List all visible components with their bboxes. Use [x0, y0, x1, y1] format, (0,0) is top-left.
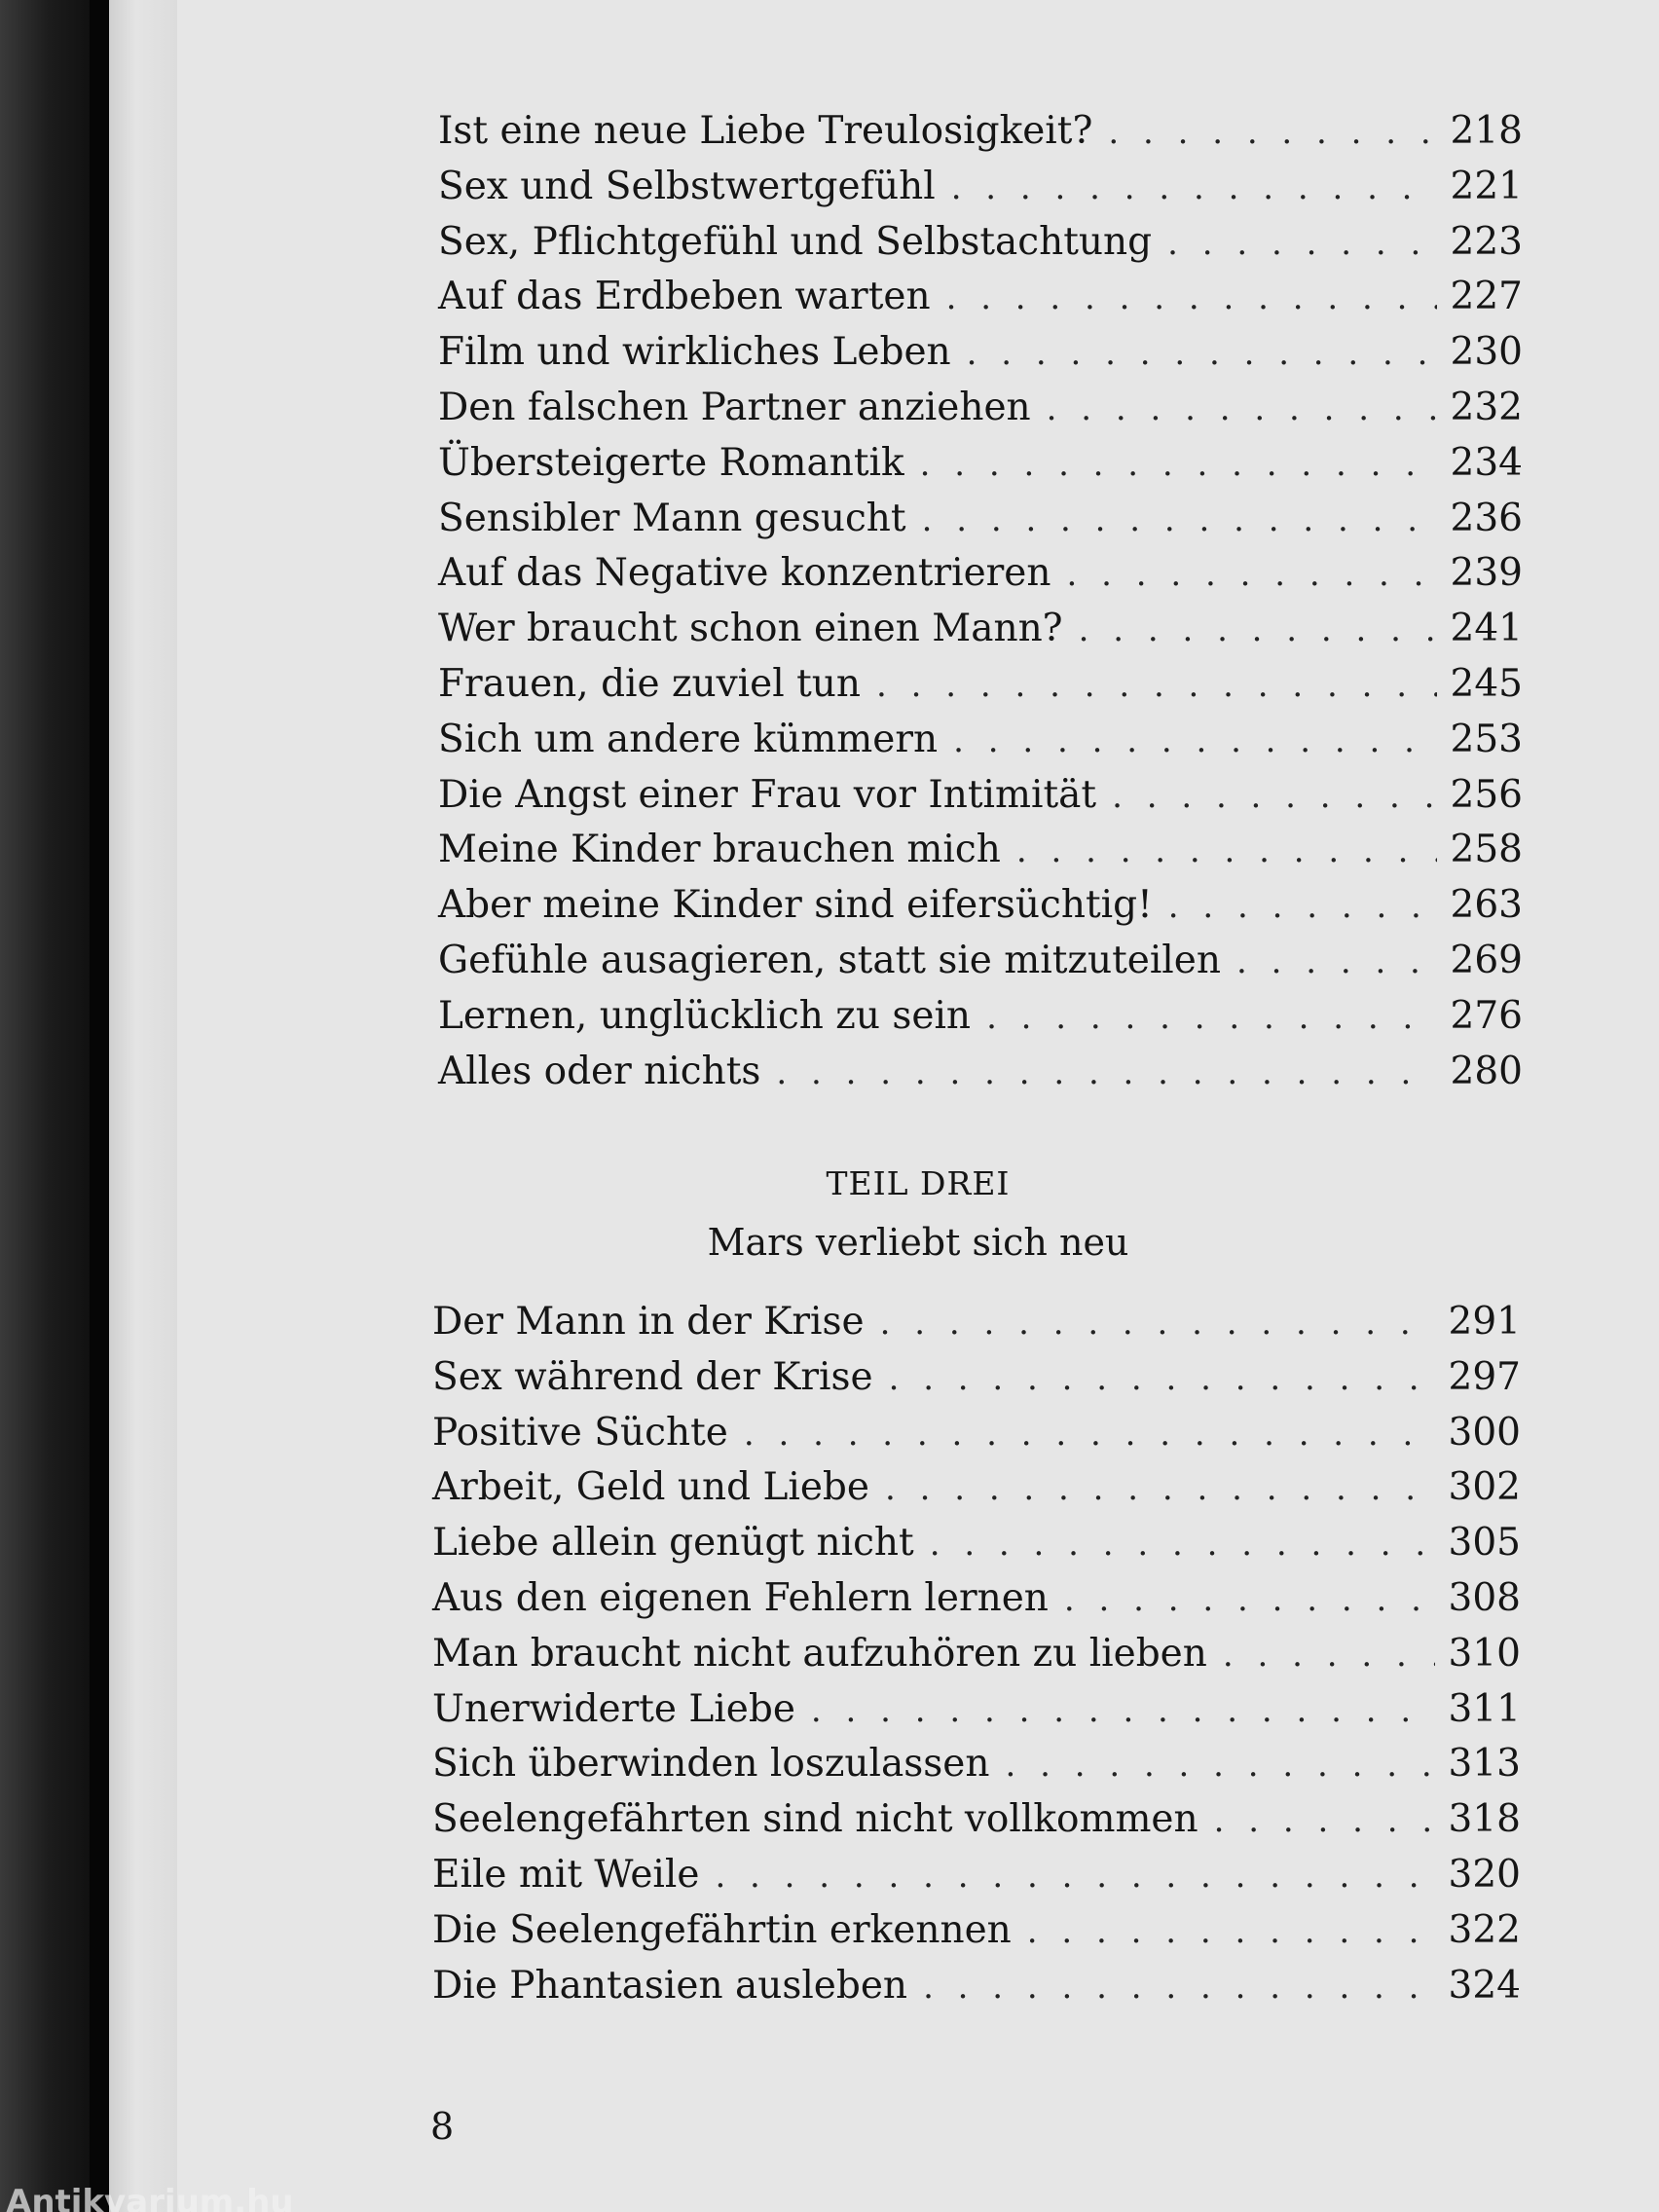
toc-entry-page: 218	[1450, 109, 1523, 153]
toc-entry-title: Arbeit, Geld und Liebe	[432, 1465, 869, 1510]
toc-entry-title: Meine Kinder brauchen mich	[438, 828, 1001, 872]
toc-entry	[432, 1300, 1521, 1344]
toc-entry-page: 311	[1448, 1686, 1521, 1731]
toc-entry-page: 232	[1450, 386, 1523, 429]
toc-entry-title: Die Phantasien ausleben	[432, 1963, 908, 2008]
toc-dot-leader	[776, 1053, 1436, 1092]
toc-entry	[438, 165, 1523, 208]
toc-dot-leader	[1167, 224, 1436, 263]
toc-entry	[438, 1050, 1523, 1093]
toc-entry	[432, 1465, 1521, 1509]
toc-entry-title: Ist eine neue Liebe Treulosigkeit?	[438, 109, 1093, 153]
toc-entry	[438, 994, 1523, 1038]
toc-entry-page: 269	[1450, 939, 1523, 982]
toc-dot-leader	[922, 500, 1437, 539]
toc-entry-title: Liebe allein genügt nicht	[432, 1521, 914, 1566]
toc-entry-title: Man braucht nicht aufzuhören zu lieben	[432, 1631, 1207, 1676]
toc-entry	[438, 441, 1523, 485]
toc-dot-leader	[1064, 1580, 1435, 1619]
toc-entry-title: Alles oder nichts	[438, 1049, 761, 1093]
toc-entry-title: Sex und Selbstwertgefühl	[438, 164, 936, 208]
toc-dot-leader	[1047, 389, 1437, 428]
toc-dot-leader	[1016, 831, 1437, 870]
toc-dot-leader	[1067, 555, 1437, 594]
toc-entry	[438, 275, 1523, 318]
toc-entry-title: Seelengefährten sind nicht vollkommen	[432, 1797, 1198, 1842]
toc-entry	[432, 1964, 1521, 2008]
toc-entry-title: Wer braucht schon einen Mann?	[438, 607, 1063, 651]
toc-entry-title: Die Seelengefährtin erkennen	[432, 1907, 1012, 1952]
toc-entry-title: Aus den eigenen Fehlern lernen	[432, 1576, 1049, 1620]
toc-dot-leader	[715, 1857, 1434, 1896]
toc-dot-leader	[923, 1968, 1434, 2007]
toc-dot-leader	[930, 1525, 1435, 1564]
toc-dot-leader	[967, 334, 1437, 373]
toc-dot-leader	[1236, 942, 1437, 981]
toc-entry-page: 318	[1448, 1797, 1521, 1842]
toc-entry-page: 221	[1450, 164, 1523, 208]
toc-entry-title: Sich um andere kümmern	[438, 717, 939, 761]
toc-dot-leader	[1079, 610, 1437, 649]
toc-entry-page: 276	[1450, 993, 1523, 1038]
toc-entry-page: 305	[1448, 1521, 1521, 1566]
toc-dot-leader	[1027, 1912, 1435, 1951]
toc-entry-title: Sich überwinden loszulassen	[432, 1742, 990, 1787]
toc-entry-title: Sensibler Mann gesucht	[438, 496, 906, 540]
toc-entry	[438, 607, 1523, 650]
toc-entry-page: 313	[1448, 1742, 1521, 1787]
toc-dot-leader	[946, 278, 1437, 317]
toc-entry-page: 291	[1448, 1300, 1521, 1344]
toc-entry	[432, 1853, 1521, 1897]
toc-entry-title: Sex während der Krise	[432, 1354, 873, 1399]
toc-entry-page: 297	[1448, 1354, 1521, 1399]
part-label: TEIL DREI	[826, 1164, 1011, 1202]
toc-entry-page: 239	[1450, 551, 1523, 596]
book-page	[177, 0, 1659, 2212]
toc-dot-leader	[1108, 113, 1436, 152]
book-spine-edge	[90, 0, 109, 2212]
toc-entry-page: 322	[1448, 1907, 1521, 1952]
watermark: Antikvarium.hu	[6, 2183, 294, 2212]
toc-entry	[438, 939, 1523, 982]
toc-entry-title: Film und wirkliches Leben	[438, 330, 951, 375]
toc-entry	[438, 497, 1523, 540]
toc-entry	[438, 828, 1523, 871]
toc-entry	[432, 1576, 1521, 1620]
toc-entry-page: 234	[1450, 440, 1523, 485]
toc-entry-page: 280	[1450, 1049, 1523, 1093]
toc-entry-title: Frauen, die zuviel tun	[438, 662, 862, 706]
page-gutter	[109, 0, 177, 2212]
toc-entry	[438, 662, 1523, 706]
toc-entry-page: 236	[1450, 496, 1523, 540]
toc-entry-title: Auf das Erdbeben warten	[438, 275, 931, 319]
part-title: Mars verliebt sich neu	[707, 1221, 1129, 1264]
toc-entry	[432, 1797, 1521, 1841]
toc-entry-page: 253	[1450, 717, 1523, 761]
toc-entry-title: Den falschen Partner anziehen	[438, 386, 1031, 429]
toc-entry-title: Unerwiderte Liebe	[432, 1686, 795, 1731]
toc-entry-page: 324	[1448, 1963, 1521, 2008]
toc-dot-leader	[1112, 777, 1436, 816]
toc-entry	[438, 109, 1523, 153]
toc-entry-title: Eile mit Weile	[432, 1853, 700, 1897]
toc-entry	[438, 220, 1523, 264]
toc-entry-title: Aber meine Kinder sind eifersüchtig!	[438, 883, 1153, 928]
toc-entry-page: 310	[1448, 1631, 1521, 1676]
toc-entry	[438, 773, 1523, 817]
toc-entry-page: 263	[1450, 883, 1523, 928]
toc-entry-title: Gefühle ausagieren, statt sie mitzuteilen	[438, 939, 1221, 982]
toc-entry	[432, 1908, 1521, 1952]
toc-entry-page: 241	[1450, 607, 1523, 651]
toc-entry-page: 230	[1450, 330, 1523, 375]
toc-entry-title: Positive Süchte	[432, 1410, 728, 1455]
page-number: 8	[430, 2105, 455, 2148]
toc-entry	[432, 1411, 1521, 1455]
toc-entry-page: 256	[1450, 772, 1523, 817]
toc-entry-page: 300	[1448, 1410, 1521, 1455]
toc-dot-leader	[880, 1304, 1435, 1343]
toc-entry-page: 258	[1450, 828, 1523, 872]
toc-dot-leader	[889, 1359, 1435, 1398]
toc-entry	[438, 386, 1523, 429]
toc-entry	[432, 1355, 1521, 1399]
toc-entry-page: 223	[1450, 219, 1523, 264]
toc-entry-title: Übersteigerte Romantik	[438, 440, 904, 485]
toc-entry-page: 302	[1448, 1465, 1521, 1510]
toc-entry-title: Lernen, unglücklich zu sein	[438, 993, 972, 1038]
toc-entry-title: Auf das Negative konzentrieren	[438, 551, 1051, 596]
toc-dot-leader	[744, 1415, 1435, 1454]
toc-dot-leader	[1223, 1636, 1435, 1675]
toc-dot-leader	[1168, 887, 1437, 926]
toc-dot-leader	[953, 721, 1436, 760]
toc-entry	[432, 1632, 1521, 1676]
toc-entry	[432, 1742, 1521, 1786]
toc-entry	[438, 551, 1523, 595]
toc-entry-page: 320	[1448, 1853, 1521, 1897]
toc-entry	[438, 718, 1523, 761]
toc-dot-leader	[1005, 1746, 1434, 1785]
toc-entry	[432, 1521, 1521, 1565]
toc-dot-leader	[920, 445, 1437, 484]
toc-dot-leader	[951, 168, 1437, 207]
toc-dot-leader	[1214, 1801, 1435, 1840]
toc-entry-page: 245	[1450, 662, 1523, 706]
toc-entry	[438, 883, 1523, 927]
toc-dot-leader	[876, 666, 1437, 705]
toc-entry-title: Sex, Pflichtgefühl und Selbstachtung	[438, 219, 1153, 264]
toc-entry	[438, 330, 1523, 374]
toc-entry-page: 227	[1450, 275, 1523, 319]
toc-dot-leader	[885, 1469, 1435, 1508]
toc-dot-leader	[986, 998, 1436, 1037]
toc-entry-title: Der Mann in der Krise	[432, 1300, 865, 1344]
toc-entry-title: Die Angst einer Frau vor Intimität	[438, 772, 1097, 817]
toc-entry-page: 308	[1448, 1576, 1521, 1620]
toc-dot-leader	[811, 1691, 1435, 1730]
toc-entry	[432, 1687, 1521, 1731]
book-spine	[0, 0, 90, 2212]
